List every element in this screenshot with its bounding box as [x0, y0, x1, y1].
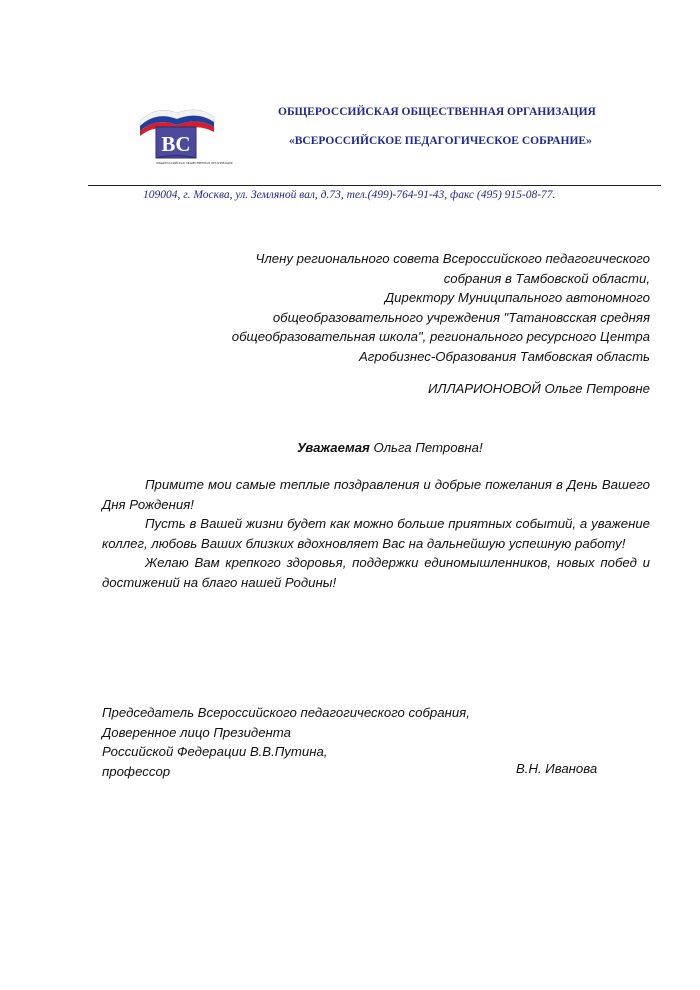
- recipient-line: Директору Муниципального автономного: [384, 290, 650, 305]
- header-divider: [88, 185, 661, 186]
- recipient-line: Члену регионального совета Всероссийского педагогического: [255, 251, 650, 266]
- logo-caption: ОБЩЕРОССИЙСКАЯ ОБЩЕСТВЕННАЯ ОРГАНИЗАЦИЯ: [156, 161, 233, 165]
- recipient-line: Агробизнес-Образования Тамбовская область: [359, 348, 650, 364]
- recipient-line: общеобразовательного учреждения "Татановсская средняя: [272, 309, 650, 325]
- body-paragraph: Пусть в Вашей жизни будет как можно больше приятных событий, а уважение коллег, любовь Ваших близких вдохновляет Вас на дальнейшую успешную работу!: [102, 516, 650, 551]
- signature-line: Председатель Всероссийского педагогического собрания,: [102, 705, 470, 720]
- letter-body: [102, 475, 650, 592]
- signature-line: профессор: [102, 763, 171, 779]
- signer-name: В.Н. Иванова: [516, 761, 598, 776]
- signature-block: [102, 703, 470, 781]
- organization-address: 109004, г. Москва, ул. Земляной вал, д.73, тел.(499)-764-91-43, факс (495) 915-08-77.: [143, 189, 556, 201]
- organization-name: «ВСЕРОССИЙСКОЕ ПЕДАГОГИЧЕСКОЕ СОБРАНИЕ»: [289, 135, 592, 147]
- recipient-line: собрания в Тамбовской области,: [443, 270, 650, 286]
- recipient-block: [232, 249, 650, 366]
- recipient-line: общеобразовательная школа", регионального ресурсного Центра: [231, 329, 650, 344]
- body-paragraph: Желаю Вам крепкого здоровья, поддержки единомышленников, новых побед и достижений на благо нашей Родины!: [102, 555, 650, 590]
- signature-line: Российской Федерации В.В.Путина,: [102, 744, 328, 759]
- body-paragraph: Примите мои самые теплые поздравления и добрые пожелания в День Вашего Дня Рождения!: [102, 477, 650, 512]
- salutation-bold: Уважаемая: [297, 440, 370, 455]
- signature-line: Доверенное лицо Президента: [102, 724, 291, 740]
- organization-logo: [136, 103, 233, 171]
- svg-text:ВС: ВС: [161, 132, 191, 156]
- salutation-rest: Ольга Петровна!: [369, 440, 483, 455]
- organization-title: ОБЩЕРОССИЙСКАЯ ОБЩЕСТВЕННАЯ ОРГАНИЗАЦИЯ: [278, 106, 596, 118]
- recipient-name: ИЛЛАРИОНОВОЙ Ольге Петровне: [428, 381, 650, 396]
- book-emblem-icon: [156, 127, 196, 158]
- salutation: [297, 440, 483, 455]
